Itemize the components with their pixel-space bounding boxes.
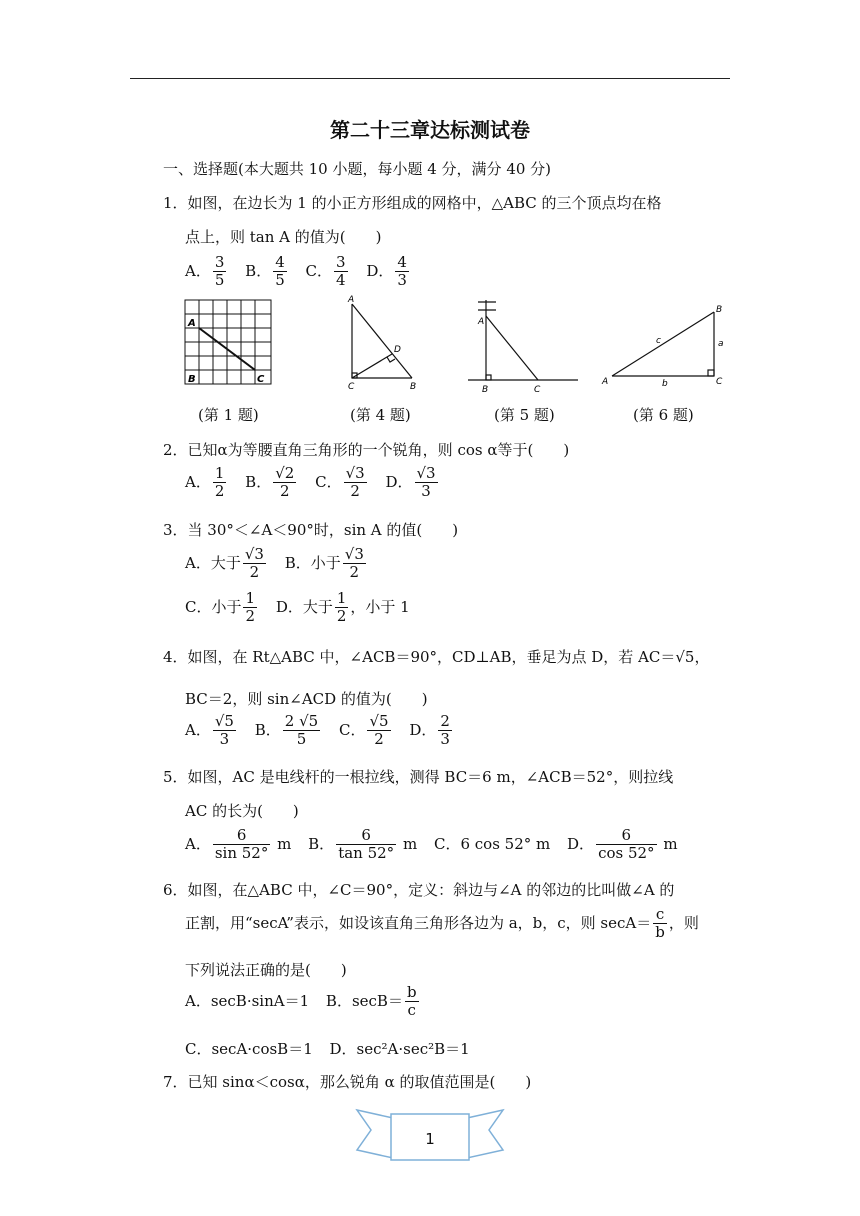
q1-line1: 1．如图，在边长为 1 的小正方形组成的网格中，△ABC 的三个顶点均在格 bbox=[163, 194, 662, 212]
caption-fig1: (第 1 题) bbox=[198, 406, 259, 424]
caption-fig5: (第 5 题) bbox=[494, 406, 555, 424]
page-title: 第二十三章达标测试卷 bbox=[330, 118, 530, 142]
q2-option-b[interactable]: B． $\frac{√2}{2}$ bbox=[245, 464, 295, 501]
q1-option-c[interactable]: C． $\frac{3}{4}$ bbox=[305, 253, 346, 290]
figure-6-right-triangle bbox=[600, 300, 732, 392]
q7-stem: 7．已知 sinα＜cosα，那么锐角 α 的取值范围是( ) bbox=[163, 1073, 532, 1091]
fig6-side-c: c bbox=[656, 336, 661, 346]
fig4-label-a: A bbox=[348, 295, 355, 305]
q5-option-d[interactable]: D． $\frac{6}{\cos 52^\circ}$ m bbox=[567, 826, 678, 863]
q2-option-d[interactable]: D． $\frac{√3}{3}$ bbox=[385, 464, 436, 501]
q3-option-b[interactable]: B．小于 $\frac{√3}{2}$ bbox=[284, 545, 364, 582]
q1-option-d[interactable]: D． $\frac{4}{3}$ bbox=[366, 253, 407, 290]
fig4-label-d: D bbox=[394, 345, 401, 355]
fig5-label-b: B bbox=[482, 385, 489, 394]
fig6-label-c: C bbox=[716, 377, 723, 387]
q4-option-d[interactable]: D． $\frac{2}{3}$ bbox=[409, 712, 450, 749]
q5-option-a[interactable]: A． $\frac{6}{\sin 52^\circ}$ m bbox=[185, 826, 292, 863]
q3-stem: 3．当 30°＜∠A＜90°时，sin A 的值( ) bbox=[163, 521, 459, 539]
q6-line3: 下列说法正确的是( ) bbox=[185, 961, 347, 979]
q4-options bbox=[185, 713, 466, 749]
q4-option-c[interactable]: C． $\frac{√5}{2}$ bbox=[338, 712, 389, 749]
ribbon-icon bbox=[355, 1100, 505, 1166]
q6-option-d[interactable]: D．sec²A·sec²B＝1 bbox=[329, 1040, 470, 1058]
fig6-label-a: A bbox=[602, 377, 609, 387]
header-rule bbox=[130, 78, 730, 79]
q6-line2: 正割，用“secA”表示，如设该直角三角形各边为 a，b，c，则 secA＝ $\frac{c}{b}$ ，则 bbox=[185, 905, 699, 942]
q5-options bbox=[185, 827, 690, 863]
figure-5-pole bbox=[466, 296, 582, 394]
q2-options bbox=[185, 465, 452, 501]
q3-option-a[interactable]: A．大于 $\frac{√3}{2}$ bbox=[185, 545, 264, 582]
q1-line2: 点上，则 tan A 的值为( ) bbox=[185, 228, 382, 246]
fig5-label-c: C bbox=[534, 385, 541, 394]
q3-option-c[interactable]: C．小于 $\frac{1}{2}$ bbox=[185, 589, 256, 626]
fig6-side-a: a bbox=[718, 339, 724, 349]
q5-line2: AC 的长为( ) bbox=[185, 802, 299, 820]
fig6-side-b: b bbox=[662, 379, 668, 389]
caption-fig6: (第 6 题) bbox=[633, 406, 694, 424]
fig1-label-c: C bbox=[257, 374, 265, 385]
q4-option-b[interactable]: B． $\frac{2 √5}{5}$ bbox=[254, 712, 319, 749]
q2-option-a[interactable]: A． $\frac{1}{2}$ bbox=[185, 464, 225, 501]
q6-options-row1 bbox=[185, 984, 433, 1020]
q3-options-row2 bbox=[185, 590, 422, 626]
fig4-label-b: B bbox=[410, 382, 417, 392]
q1-options bbox=[185, 254, 423, 290]
q1-option-a[interactable]: A． $\frac{3}{5}$ bbox=[185, 253, 225, 290]
q4-line1: 4．如图，在 Rt△ABC 中，∠ACB＝90°，CD⊥AB，垂足为点 D，若 AC＝√5， bbox=[163, 648, 710, 666]
page-number: 1 bbox=[425, 1130, 435, 1148]
q3-option-d[interactable]: D．大于 $\frac{1}{2}$ ，小于 1 bbox=[275, 589, 410, 626]
fig6-label-b: B bbox=[716, 305, 723, 315]
q6-options-row2 bbox=[185, 1038, 482, 1059]
q2-option-c[interactable]: C． $\frac{√3}{2}$ bbox=[315, 464, 365, 501]
fig1-label-a: A bbox=[188, 318, 196, 329]
q5-line1: 5．如图，AC 是电线杆的一根拉线，测得 BC＝6 m，∠ACB＝52°，则拉线 bbox=[163, 768, 674, 786]
fig4-label-c: C bbox=[348, 382, 355, 392]
figure-4-triangle bbox=[340, 294, 424, 392]
q2-stem: 2．已知α为等腰直角三角形的一个锐角，则 cos α等于( ) bbox=[163, 441, 570, 459]
fig5-label-a: A bbox=[478, 317, 485, 327]
section-heading: 一、选择题(本大题共 10 小题，每小题 4 分，满分 40 分) bbox=[163, 160, 552, 178]
q6-option-b[interactable]: B．secB＝ $\frac{b}{c}$ bbox=[325, 983, 417, 1020]
q4-option-a[interactable]: A． $\frac{√5}{3}$ bbox=[185, 712, 234, 749]
caption-fig4: (第 4 题) bbox=[350, 406, 411, 424]
fig1-label-b: B bbox=[188, 374, 196, 385]
q6-option-a[interactable]: A．secB·sinA＝1 bbox=[185, 991, 310, 1010]
q6-line1: 6．如图，在△ABC 中，∠C＝90°，定义：斜边与∠A 的邻边的比叫做∠A 的 bbox=[163, 881, 675, 899]
q4-line2: BC＝2，则 sin∠ACD 的值为( ) bbox=[185, 690, 428, 708]
q5-option-c[interactable]: C．6 cos 52° m bbox=[433, 834, 551, 853]
q5-option-b[interactable]: B． $\frac{6}{\tan 52^\circ}$ m bbox=[308, 826, 418, 863]
q6-option-c[interactable]: C．secA·cosB＝1 bbox=[185, 1040, 313, 1058]
q1-option-b[interactable]: B． $\frac{4}{5}$ bbox=[245, 253, 285, 290]
figure-1-grid bbox=[183, 298, 275, 386]
page-number-ribbon bbox=[355, 1100, 505, 1166]
q3-options-row1 bbox=[185, 546, 380, 582]
